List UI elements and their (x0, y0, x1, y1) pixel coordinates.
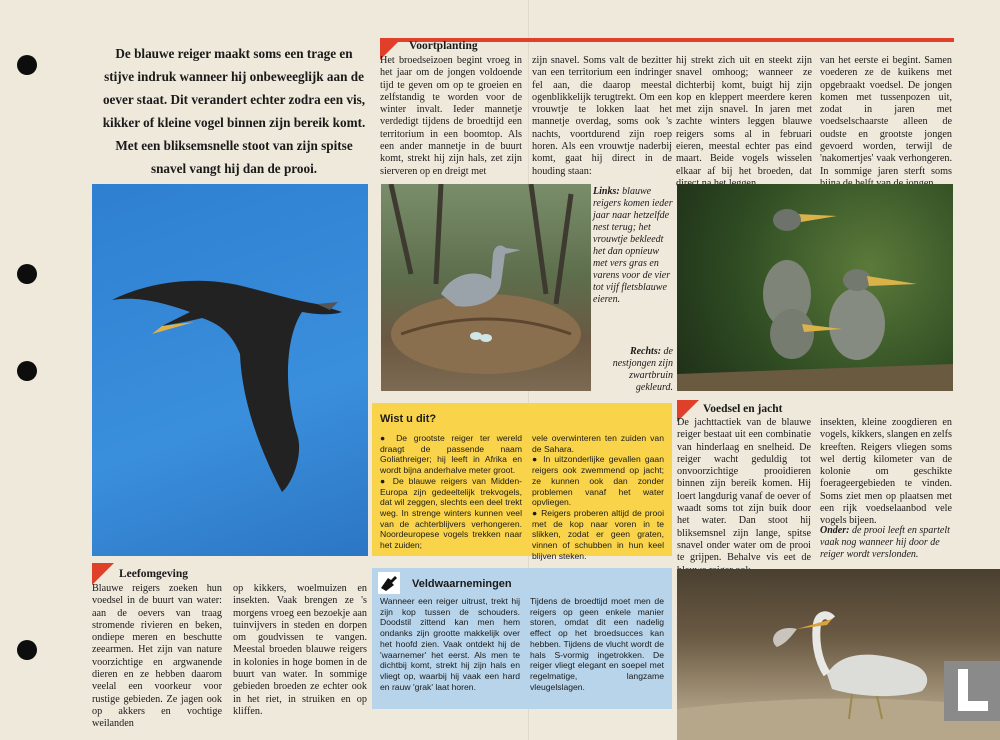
leefomgeving-col1: Blauwe reigers zoeken hun voedsel in de buurt van water: aan de oevers van traag stromende rivieren en beken, ondiepe meren en beschutte zeearmen. Het zijn van nature voorzichtige en argwanende dieren en ze hebben daarom veelal een voorkeur voor rustige gebieden. Ze jagen ook op akkers en vochtige weilanden (92, 583, 222, 730)
veldwaarnemingen-col1: Wanneer een reiger uitrust, trekt hij zijn kop tussen de schouders. Doodstil zittend kan men hem ondanks zijn grootte makkelijk over het hoofd zien. Vaak ontdekt hij de 'waarnemer' het eerst. Als men te dichtbij komt, strekt hij zijn hals en vliegt op, waarbij hij vaak een hard en rauw 'grak' laat horen. (380, 596, 520, 692)
voortplanting-col4: van het eerste ei begint. Samen voederen ze de kuikens met opgebraakt voedsel. De jongen komen met tussenpozen uit, zodat in jaren met voedselschaarste alleen de oudste en grootste jongen gevoerd worden, terwijl de 'nakomertjes' vaak verhongeren. In sommige jaren sterft soms (820, 55, 952, 177)
binder-hole (17, 361, 37, 381)
photo-flying-heron (92, 184, 368, 556)
caption-label: Links: (593, 186, 620, 197)
logo-mark (944, 661, 1000, 721)
voortplanting-col1: Het broedseizoen begint vroeg in het jaar om de jongen voldoende tijd te geven om op te groeien en zelfstandig te worden voor de winter invalt. Ieder mannetje verdedigt tijdens de broedtijd een territorium in een boomtop. Als een ander mannetje in de buurt komt, strekt hij zijn hals, zet zijn sierveren op en dreigt met (380, 55, 522, 177)
leefomgeving-col2: op kikkers, woelmuizen en insekten. Vaak brengen ze 's morgens vroeg een bezoekje aan tuinvijvers in steden en dorpen om goudvissen te vangen. Meestal broeden blauwe reigers in kolonies in hoge bomen in de buurt van water. In sommige gebieden broeden ze echter ook in het riet, in struiken en op kliffen. (233, 583, 367, 717)
binder-hole (17, 264, 37, 284)
voedsel-col2: insekten, kleine zoogdieren en vogels, kikkers, slangen en zelfs kreeften. Reigers vliegen soms wel dertig kilometer van de kolonie om geschikte foerageergebieden te vinden. Soms ziet men op plaatsen met een rijk voedselaanbod vele vogels bijeen. (820, 417, 952, 527)
publisher-logo (944, 661, 1000, 721)
caption-text: de nestjongen zijn zwartbruin gekleurd. (612, 346, 673, 393)
caption-rechts (595, 346, 673, 394)
voedsel-col1: De jachttactiek van de blauwe reiger bestaat uit een combinatie van hinderlaag en snelheid. De reiger wacht geduldig tot onvoorzichtige prooidieren binnen zijn bereik komen. Hij loert langdurig vanaf de oever of waadt soms tot zijn buik door het water. Dan stoot hij bliksemsnel zijn lange, spitse snavel onder water om de prooi te grijpen. Behalve vis eet de (677, 417, 811, 564)
bullet-icon: ● (532, 507, 542, 518)
header-accent-triangle (92, 563, 114, 585)
wist-u-dit-col1 (380, 433, 522, 551)
photo-nest-heron (381, 184, 591, 391)
binoculars-icon (378, 572, 400, 594)
section-header-voedsel (677, 400, 817, 416)
caption-text: blauwe reigers komen ieder jaar naar hetzelfde nest terug; het vrouwtje bekleedt het dan opnieuw met vers gras en varens voor de vier tot vijf fletsblauwe eieren. (593, 186, 673, 305)
fact-continuation: vele overwinteren ten zuiden van de Sahara. (532, 433, 664, 454)
intro-text: De blauwe reiger maakt soms een trage en stijve indruk wanneer hij onbeweeglijk aan de oever staat. Dit verandert echter zodra een vis, kikker of kleine vogel binnen zijn bereik komt. Met een bliksemsnelle stoot van zijn spitse snavel vangt hij dan de prooi. (102, 46, 366, 176)
fact-item: ● De blauwe reigers van Midden-Europa zijn gedeeltelijk trekvogels, dat wil zeggen, slechts een deel trekt weg. In strenge winters kunnen veel van de achterblijvers verhongeren. Noordeuropese vogels trekken naar het zuiden; (380, 475, 522, 551)
heron-silhouette (92, 184, 368, 556)
caption-label: Rechts: (629, 346, 662, 357)
section-header-leefomgeving (92, 563, 368, 579)
section-title: Voortplanting (409, 40, 478, 52)
wist-u-dit-col2 (532, 433, 664, 561)
caption-links (593, 186, 673, 306)
voortplanting-col3: hij strekt zich uit en steekt zijn snavel omhoog; wanneer ze dichterbij komt, buigt hij zijn kop en kleppert meerdere keren met zijn snavel. In jaren met zachte winters leggen blauwe reigers soms al in februari eieren, meestal echter pas eind maart. Beide vogels wisselen elkaar af bij het broeden, dat (676, 55, 812, 177)
photo-heron-chicks (677, 184, 953, 391)
section-header-voortplanting (380, 38, 954, 54)
box-title: Veldwaarnemingen (412, 578, 512, 590)
veldwaarnemingen-box (372, 568, 672, 709)
fact-item: ● In uitzonderlijke gevallen gaan reigers ook zwemmend op jacht; ze kunnen ook dan zonder problemen vanaf het water opvliegen. (532, 454, 664, 508)
wist-u-dit-box (372, 403, 672, 561)
bullet-icon: ● (380, 433, 397, 443)
caption-onder (820, 525, 952, 561)
fact-item: ● Reigers proberen altijd de prooi met de kop naar voren in te slikken, zodat er geen graten, vinnen of schubben in hun keel blijven steken. (532, 507, 664, 561)
nest-illustration (381, 184, 591, 391)
caption-label: Onder: (820, 525, 850, 536)
section-title: Voedsel en jacht (703, 403, 783, 415)
veldwaarnemingen-col2: Tijdens de broedtijd moet men de reigers op geen enkele manier storen, omdat dit een nadelig effect op het broedsucces kan hebben. Tijdens de vlucht wordt de hals S-vormig ingetrokken. De reiger vliegt elegant en soepel met regelmatige, langzame vleugelslagen. (530, 596, 664, 692)
fact-item: ● De grootste reiger ter wereld draagt de passende naam Goliathreiger; hij leeft in Afrika en wordt bijna anderhalve meter groot. (380, 433, 522, 476)
caption-text: de prooi leeft en spartelt vaak nog wanneer hij door de reiger wordt verslonden. (820, 525, 950, 560)
bullet-icon: ● (532, 454, 544, 465)
box-title: Wist u dit? (380, 413, 437, 425)
binder-hole (17, 640, 37, 660)
chicks-illustration (677, 184, 953, 391)
bullet-icon: ● (380, 475, 393, 486)
voortplanting-col2: zijn snavel. Soms valt de bezitter van een territorium een indringer fel aan, die daarop meestal ogenblikkelijk terugtrekt. Om een vrouwtje te lokken laat het mannetje overdag, soms ook 's nachts, voortdurend zijn roep horen. Als een vrouwtje naderbij komt, gaat hij direct in de houding staan: (532, 55, 672, 177)
binder-hole (17, 55, 37, 75)
section-title: Leefomgeving (119, 568, 188, 580)
